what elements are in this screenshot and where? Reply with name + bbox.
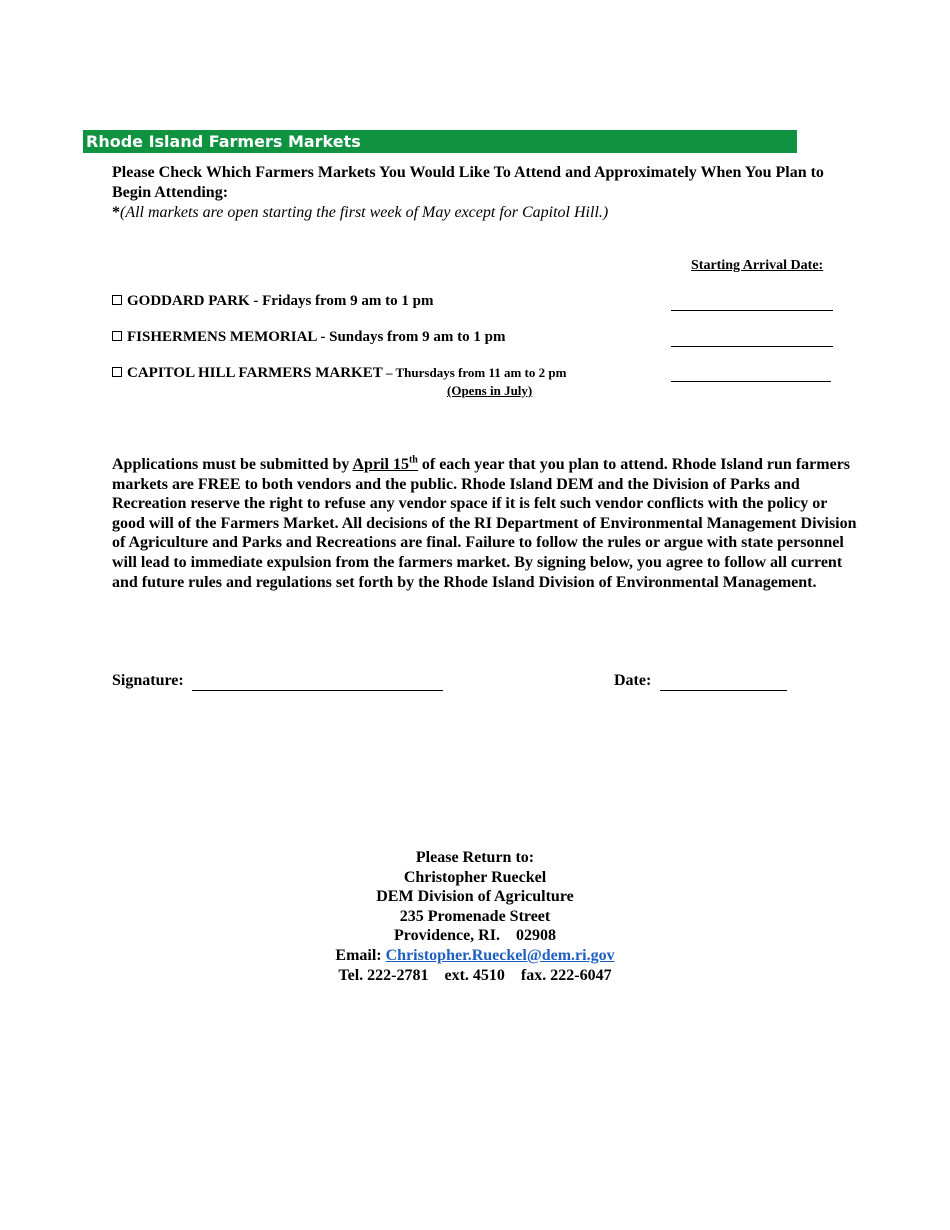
return-city: Providence, RI. 02908 — [394, 927, 556, 945]
return-address-block — [0, 848, 950, 985]
return-name: Christopher Rueckel — [403, 868, 547, 886]
terms-deadline-date: April 15 — [352, 456, 409, 473]
market-option-fishermens — [112, 329, 506, 346]
return-email-line — [0, 946, 950, 966]
signature-line[interactable] — [192, 690, 443, 691]
email-link[interactable]: Christopher.Rueckel@dem.ri.gov — [385, 946, 615, 964]
return-department: DEM Division of Agriculture — [376, 888, 574, 906]
date-line[interactable] — [660, 690, 787, 691]
email-label: Email: — [335, 946, 386, 964]
terms-paragraph — [112, 455, 857, 592]
arrival-date-heading: Starting Arrival Date: — [691, 258, 824, 273]
terms-deadline-suffix: th — [408, 454, 418, 466]
fishermens-checkbox[interactable] — [112, 331, 122, 341]
arrival-date-line-capitol-hill[interactable] — [671, 381, 831, 382]
market-schedule-capitol-hill: – Thursdays from 11 am to 2 pm — [382, 365, 567, 380]
terms-part2: of each year that you plan to attend. Rhode Island run farmers markets are FREE to both vendors and the public. Rhode Island DEM and the Division of Parks and Recreation reserve the right to refuse any vendor space if it is felt such vendor conflicts with the policy or good will of the Farmers Market. All decisions of the RI Department of Environmental Management Division of Agriculture and Parks and Recreations are final. Failure to follow the rules or argue with state personnel will lead to immediate expulsion from the farmers market. By signing below, you agree to follow all current and future rules and regulations set forth by the Rhode Island Division of Environmental Management. — [112, 456, 857, 591]
market-option-goddard — [112, 293, 434, 310]
section-title: Rhode Island Farmers Markets — [86, 132, 361, 151]
terms-part1: Applications must be submitted by — [112, 456, 353, 473]
arrival-date-line-fishermens[interactable] — [671, 346, 833, 347]
return-street: 235 Promenade Street — [399, 907, 551, 925]
section-header — [83, 130, 797, 153]
markets-note — [112, 203, 608, 223]
note-asterisk: * — [112, 204, 120, 221]
date-label: Date: — [614, 672, 652, 689]
terms-deadline — [353, 456, 418, 473]
signature-label: Signature: — [112, 672, 184, 689]
market-label-fishermens: FISHERMENS MEMORIAL - Sundays from 9 am to 1 pm — [127, 329, 506, 345]
arrival-date-line-goddard[interactable] — [671, 310, 833, 311]
capitol-hill-checkbox[interactable] — [112, 367, 122, 377]
goddard-checkbox[interactable] — [112, 295, 122, 305]
return-phone: Tel. 222-2781 ext. 4510 fax. 222-6047 — [338, 966, 612, 984]
market-option-capitol-hill — [112, 365, 566, 382]
market-label-goddard: GODDARD PARK - Fridays from 9 am to 1 pm — [127, 293, 434, 309]
note-text: (All markets are open starting the first week of May except for Capitol Hill.) — [120, 204, 609, 221]
instructions-text: Please Check Which Farmers Markets You Would Like To Attend and Approximately When You Plan to Begin Attending: — [112, 164, 824, 201]
return-heading: Please Return to: — [415, 849, 535, 866]
market-label-capitol-hill: CAPITOL HILL FARMERS MARKET — [127, 365, 383, 381]
capitol-hill-opens-note: (Opens in July) — [447, 383, 533, 398]
